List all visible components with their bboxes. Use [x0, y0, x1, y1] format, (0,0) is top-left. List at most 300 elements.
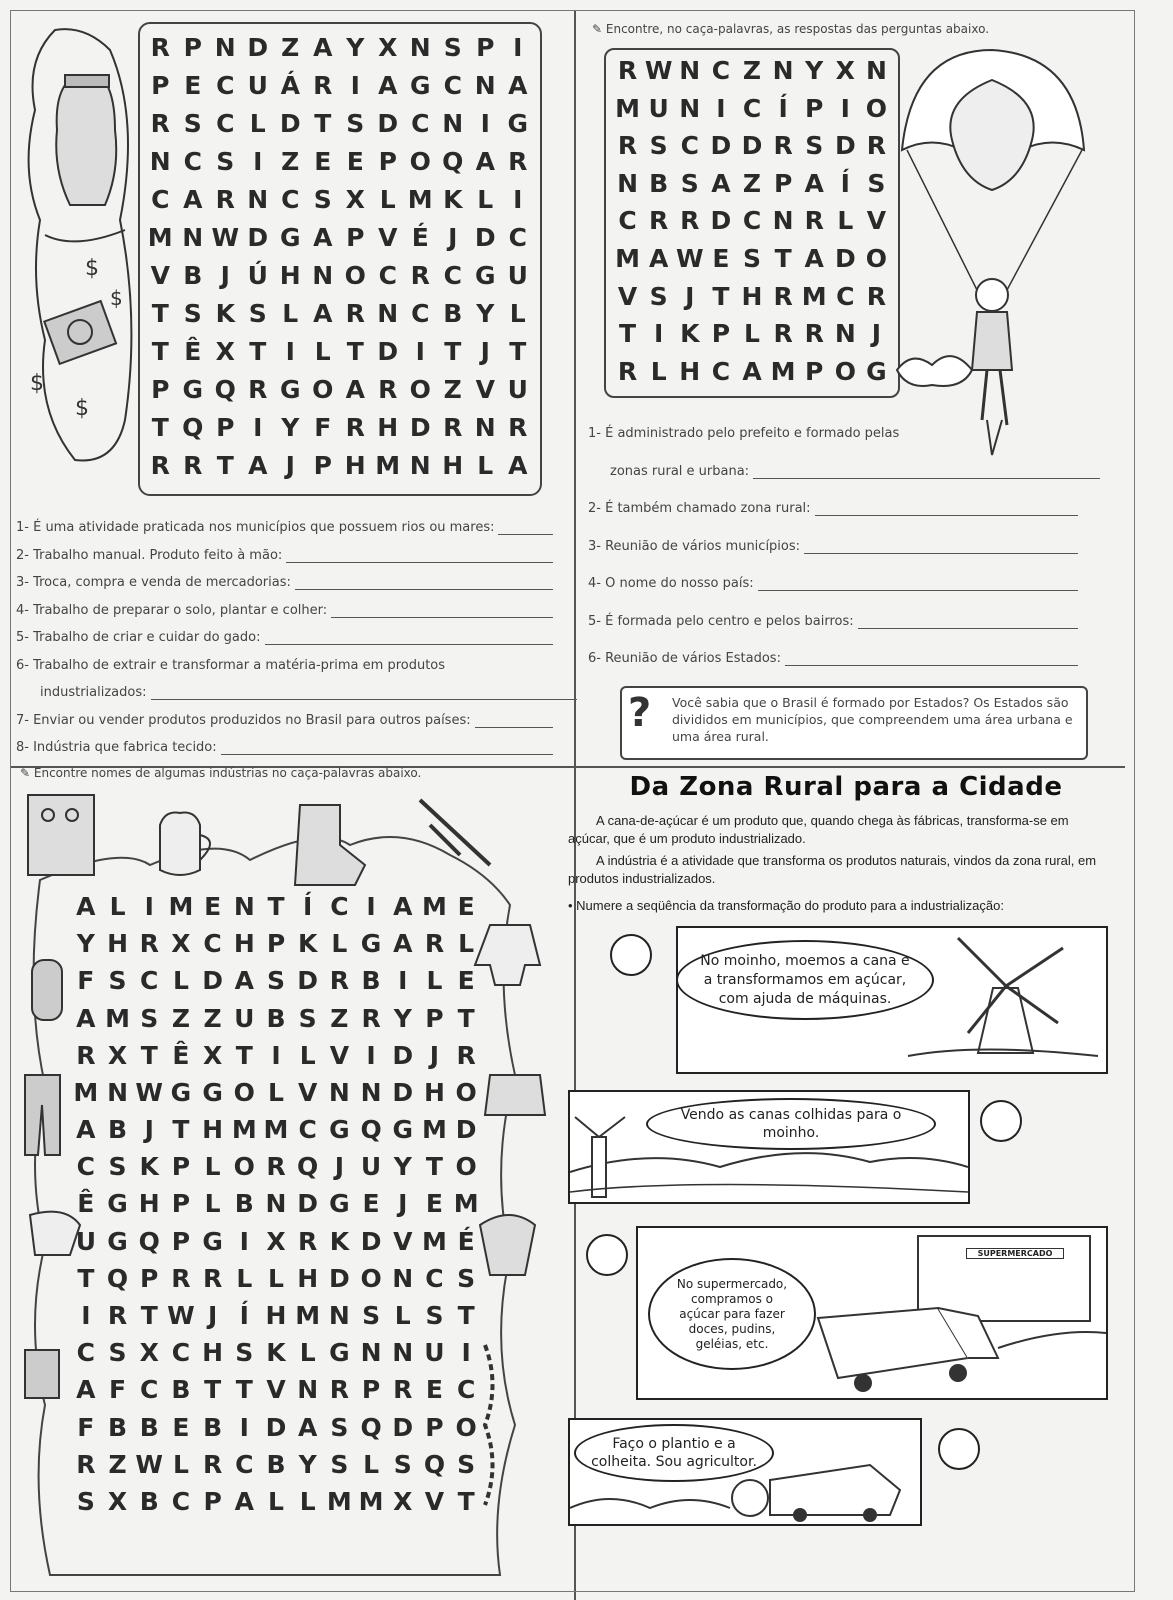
top-right-letter: P [805, 93, 824, 123]
bottom-left-letter: V [266, 1375, 286, 1405]
bottom-left-letter: D [392, 1412, 414, 1442]
top-right-question [610, 464, 1100, 479]
svg-text:$: $ [85, 256, 99, 281]
top-left-letter: C [443, 70, 462, 100]
top-left-answer-line[interactable] [151, 698, 577, 700]
pencil-icon: ✎ [20, 766, 34, 780]
supermarket-sign: SUPERMERCADO [966, 1248, 1064, 1259]
number-circle-1[interactable] [610, 934, 652, 976]
top-right-answer-line[interactable] [815, 514, 1078, 516]
top-left-letter: T [151, 336, 169, 366]
speech-bubble-4 [574, 1424, 774, 1482]
top-left-letter: R [508, 146, 528, 176]
top-right-letter: V [866, 206, 887, 236]
bottom-left-letter: N [328, 1077, 350, 1107]
bottom-left-letter: U [75, 1226, 96, 1256]
top-left-letter: C [183, 146, 202, 176]
top-right-answer-line[interactable] [858, 627, 1078, 629]
top-right-answer-line[interactable] [758, 589, 1078, 591]
top-left-letter: V [475, 374, 495, 404]
top-right-letter: D [710, 131, 732, 161]
did-you-know-text: Você sabia que o Brasil é formado por Estados? Os Estados são divididos em municípios, que compreendem uma área urbana e uma área rural. [672, 695, 1073, 744]
top-right-letter: Í [778, 93, 788, 123]
bottom-left-letter: H [423, 1077, 445, 1107]
bottom-left-letter: G [329, 1189, 350, 1219]
top-left-letter: Z [443, 374, 462, 404]
top-right-letter: C [711, 56, 731, 86]
bottom-left-letter: W [167, 1301, 195, 1331]
bottom-left-letter: T [235, 1375, 253, 1405]
bottom-left-letter: H [202, 1115, 224, 1145]
top-right-letter: A [648, 244, 669, 274]
top-right-answer-line[interactable] [804, 552, 1078, 554]
bottom-left-letter: C [76, 1152, 96, 1182]
top-left-letter: S [346, 108, 365, 138]
bottom-left-letter: A [234, 1486, 254, 1516]
bottom-left-letter: A [298, 1412, 318, 1442]
top-left-letter: P [346, 222, 365, 252]
wordsearch-3-grid [70, 888, 482, 1520]
number-circle-2[interactable] [980, 1100, 1022, 1142]
bottom-left-letter: R [329, 966, 349, 996]
top-left-letter: D [474, 222, 496, 252]
top-left-letter: N [409, 32, 431, 62]
bottom-left-letter: L [236, 1263, 253, 1293]
top-right-letter: R [804, 206, 824, 236]
bottom-left-letter: L [109, 892, 126, 922]
top-left-letter: T [346, 336, 364, 366]
top-right-letter: X [835, 56, 855, 86]
top-left-letter: T [249, 336, 267, 366]
svg-text:$: $ [110, 286, 123, 310]
top-right-question [588, 501, 1078, 516]
top-left-answer-line[interactable] [331, 616, 553, 618]
wordsearch-2-grid [612, 52, 892, 390]
top-left-letter: Y [476, 298, 495, 328]
top-left-letter: S [248, 298, 267, 328]
bottom-left-letter: B [139, 1412, 159, 1442]
top-left-letter: Á [280, 70, 300, 100]
top-left-letter: R [378, 374, 398, 404]
bottom-left-letter: M [263, 1115, 289, 1145]
bottom-left-letter: C [140, 966, 159, 996]
bottom-left-letter: N [392, 1338, 414, 1368]
top-right-letter: W [644, 56, 673, 86]
bottom-left-letter: S [108, 1152, 127, 1182]
bottom-left-letter: B [108, 1412, 128, 1442]
bottom-left-letter: R [139, 929, 159, 959]
bottom-left-letter: D [297, 1189, 319, 1219]
bottom-left-letter: M [105, 1003, 130, 1033]
top-right-letter: O [865, 93, 888, 123]
top-left-letter: P [183, 32, 202, 62]
top-right-letter: M [615, 93, 640, 123]
top-left-question [16, 630, 553, 645]
top-left-letter: G [182, 374, 204, 404]
top-left-letter: T [151, 298, 169, 328]
top-left-question-text: 2- Trabalho manual. Produto feito à mão: [16, 547, 283, 563]
top-right-answer-line[interactable] [753, 477, 1100, 479]
comic-panel-mill [676, 926, 1108, 1074]
bottom-left-letter: Q [138, 1226, 160, 1256]
top-left-letter: A [183, 184, 203, 214]
top-left-letter: M [407, 184, 433, 214]
top-left-letter: X [378, 32, 398, 62]
top-right-letter: S [680, 168, 699, 198]
bottom-left-letter: P [171, 1189, 191, 1219]
bottom-left-letter: G [392, 1115, 414, 1145]
bottom-left-letter: B [203, 1412, 223, 1442]
bottom-left-letter: H [107, 929, 128, 959]
top-left-letter: O [409, 374, 431, 404]
bottom-left-letter: E [457, 892, 475, 922]
bottom-left-letter: L [299, 1040, 316, 1070]
top-left-answer-line[interactable] [498, 533, 553, 535]
top-right-letter: T [774, 244, 792, 274]
bottom-left-letter: S [108, 966, 127, 996]
top-left-answer-line[interactable] [221, 753, 553, 755]
bottom-left-letter: S [76, 1486, 95, 1516]
bottom-left-letter: V [424, 1486, 445, 1516]
bottom-left-letter: P [266, 929, 286, 959]
top-right-question-text: 2- É também chamado zona rural: [588, 501, 811, 516]
top-left-answer-line[interactable] [265, 643, 553, 645]
top-right-letter: A [804, 244, 824, 274]
bottom-left-letter: E [425, 1189, 443, 1219]
top-left-letter: S [183, 108, 202, 138]
top-left-letter: D [279, 108, 301, 138]
top-right-letter: V [617, 281, 638, 311]
bottom-left-letter: A [393, 929, 413, 959]
top-right-letter: R [773, 281, 793, 311]
top-right-letter: R [617, 131, 638, 161]
top-left-question [40, 685, 577, 700]
top-left-question-text: 5- Trabalho de criar e cuidar do gado: [16, 630, 261, 645]
question-mark-icon: ? [628, 690, 652, 736]
bottom-left-letter: K [298, 929, 318, 959]
top-left-letter: L [477, 184, 494, 214]
bottom-left-letter: G [107, 1226, 128, 1256]
speech-text-1: No moinho, moemos a cana e a transformamos em açúcar, com ajuda de máquinas. [700, 952, 910, 1007]
top-left-letter: P [151, 70, 170, 100]
top-left-letter: C [508, 222, 527, 252]
top-left-letter: C [216, 108, 235, 138]
top-right-letter: S [649, 281, 668, 311]
bottom-left-letter: Y [393, 1152, 412, 1182]
top-left-letter: R [150, 108, 170, 138]
top-left-letter: C [281, 184, 300, 214]
top-right-letter: Y [805, 56, 824, 86]
bottom-left-letter: I [398, 966, 408, 996]
top-left-letter: O [312, 374, 334, 404]
top-right-question-text: 3- Reunião de vários municípios: [588, 538, 801, 554]
bottom-left-letter: C [330, 892, 349, 922]
top-left-letter: I [415, 336, 425, 366]
bottom-left-letter: D [265, 1412, 287, 1442]
bottom-left-letter: C [235, 1449, 254, 1479]
bottom-left-letter: F [77, 1412, 95, 1442]
bottom-left-letter: S [457, 1263, 476, 1293]
bottom-left-letter: G [202, 1077, 223, 1107]
bottom-left-letter: E [457, 966, 475, 996]
top-left-letter: C [443, 260, 462, 290]
top-left-letter: D [377, 108, 399, 138]
top-right-letter: O [834, 356, 856, 386]
top-left-letter: N [214, 32, 236, 62]
top-right-letter: T [619, 319, 637, 349]
bottom-left-letter: E [425, 1375, 443, 1405]
top-left-letter: S [183, 298, 202, 328]
bottom-left-letter: C [456, 1375, 476, 1405]
bottom-left-letter: X [202, 1040, 223, 1070]
top-left-letter: M [375, 450, 401, 480]
bottom-left-letter: E [172, 1412, 190, 1442]
top-left-letter: I [480, 108, 490, 138]
top-left-question [16, 713, 553, 728]
top-left-letter: Q [182, 412, 204, 442]
bottom-left-letter: Í [303, 892, 313, 922]
bottom-left-letter: X [107, 1486, 128, 1516]
top-left-letter: B [443, 298, 463, 328]
top-right-letter: D [834, 244, 856, 274]
bottom-left-letter: T [425, 1152, 443, 1182]
bottom-left-letter: R [76, 1449, 96, 1479]
bottom-left-letter: X [393, 1486, 413, 1516]
top-left-answer-line[interactable] [295, 588, 553, 590]
top-right-letter: D [834, 131, 856, 161]
bottom-left-letter: E [204, 892, 222, 922]
top-left-letter: H [442, 450, 464, 480]
bottom-left-letter: J [334, 1152, 345, 1182]
bottom-left-letter: R [456, 1040, 476, 1070]
bottom-left-letter: D [392, 1077, 414, 1107]
bottom-left-letter: L [458, 929, 475, 959]
bottom-left-letter: Z [171, 1003, 190, 1033]
top-right-letter: R [773, 319, 793, 349]
bottom-left-letter: L [299, 1486, 316, 1516]
top-right-letter: P [805, 356, 824, 386]
top-left-letter: I [513, 184, 523, 214]
bottom-left-letter: Y [76, 929, 95, 959]
top-left-letter: A [248, 450, 268, 480]
bottom-left-letter: Q [360, 1115, 382, 1145]
top-right-letter: A [804, 168, 824, 198]
top-right-letter: N [617, 168, 639, 198]
bottom-left-letter: Ê [172, 1040, 190, 1070]
top-left-letter: R [345, 298, 365, 328]
bottom-left-letter: K [329, 1226, 350, 1256]
top-right-letter: C [711, 356, 731, 386]
bottom-left-letter: P [203, 1486, 222, 1516]
bottom-left-letter: Z [108, 1449, 127, 1479]
top-left-letter: S [216, 146, 235, 176]
top-left-letter: R [508, 412, 528, 442]
top-right-letter: N [772, 56, 794, 86]
top-right-letter: M [801, 281, 827, 311]
top-left-letter: P [151, 374, 170, 404]
top-left-letter: K [215, 298, 235, 328]
bottom-left-letter: A [234, 966, 254, 996]
top-right-letter: I [716, 93, 726, 123]
top-left-letter: C [411, 108, 430, 138]
bottom-left-letter: R [202, 1263, 223, 1293]
top-right-letter: C [618, 206, 637, 236]
bottom-left-letter: Q [106, 1263, 129, 1293]
top-left-letter: T [509, 336, 527, 366]
bottom-left-letter: B [139, 1486, 159, 1516]
top-left-letter: L [477, 450, 494, 480]
bottom-left-letter: T [140, 1040, 158, 1070]
top-left-letter: A [378, 70, 398, 100]
speech-bubble-2 [646, 1098, 936, 1150]
bottom-left-letter: S [457, 1449, 476, 1479]
bottom-left-letter: O [360, 1263, 382, 1293]
bottom-left-letter: P [361, 1375, 381, 1405]
comic-panel-supermarket [636, 1226, 1108, 1400]
top-left-letter: P [378, 146, 397, 176]
top-left-letter: E [314, 146, 332, 176]
top-left-letter: Z [281, 146, 300, 176]
top-left-letter: R [410, 260, 430, 290]
bottom-left-letter: Q [423, 1449, 446, 1479]
top-left-letter: Y [281, 412, 300, 442]
bottom-left-letter: J [207, 1301, 218, 1331]
top-left-letter: N [247, 184, 269, 214]
top-left-letter: U [507, 374, 528, 404]
top-right-letter: R [866, 281, 887, 311]
top-right-answer-line[interactable] [785, 664, 1078, 666]
bottom-left-letter: N [233, 892, 255, 922]
bottom-left-letter: D [360, 1226, 382, 1256]
svg-text:$: $ [30, 371, 44, 396]
bottom-left-letter: N [392, 1263, 414, 1293]
bottom-left-letter: R [361, 1003, 381, 1033]
bottom-left-letter: T [235, 1040, 253, 1070]
intro-paragraph-2: A indústria é a atividade que transforma os produtos naturais, vindos da zona rural, em produtos industrializados. [568, 853, 1097, 886]
top-left-letter: A [475, 146, 495, 176]
bottom-left-letter: G [170, 1077, 192, 1107]
top-left-answer-line[interactable] [286, 561, 553, 563]
top-left-question [16, 603, 553, 618]
top-right-letter: R [866, 131, 887, 161]
top-left-letter: V [378, 222, 398, 252]
top-left-letter: I [285, 336, 295, 366]
top-left-letter: C [216, 70, 235, 100]
top-right-letter: M [615, 244, 640, 274]
bottom-left-letter: X [266, 1226, 286, 1256]
top-left-letter: M [147, 222, 173, 252]
top-left-letter: J [220, 260, 230, 290]
top-right-letter: H [741, 281, 763, 311]
bottom-left-letter: Í [239, 1301, 249, 1331]
top-right-question [588, 651, 1078, 666]
top-right-letter: N [834, 319, 856, 349]
bottom-left-letter: B [234, 1189, 254, 1219]
bottom-left-letter: F [77, 966, 95, 996]
bottom-left-letter: A [76, 1003, 96, 1033]
wordsearch-1-grid [144, 28, 534, 484]
bottom-left-letter: L [426, 966, 443, 996]
top-left-letter: I [253, 412, 263, 442]
top-right-letter: R [773, 131, 793, 161]
bottom-left-letter: J [144, 1115, 154, 1145]
top-left-question-text: 4- Trabalho de preparar o solo, plantar e colher: [16, 602, 328, 618]
top-right-letter: S [867, 168, 886, 198]
top-right-letter: A [711, 168, 731, 198]
bottom-left-letter: T [140, 1301, 158, 1331]
top-left-letter: X [215, 336, 235, 366]
top-right-letter: E [712, 244, 730, 274]
top-left-letter: N [409, 450, 431, 480]
bottom-left-letter: O [233, 1152, 255, 1182]
bottom-left-letter: L [299, 1338, 316, 1368]
top-left-letter: P [313, 450, 332, 480]
top-right-letter: M [770, 356, 796, 386]
top-right-question-text: 4- O nome do nosso país: [588, 576, 754, 591]
top-left-letter: Q [214, 374, 236, 404]
top-left-letter: R [215, 184, 235, 214]
bottom-left-letter: J [429, 1040, 440, 1070]
top-right-letter: W [675, 244, 704, 274]
bottom-left-letter: L [268, 1486, 284, 1516]
bottom-left-letter: R [329, 1375, 349, 1405]
bottom-left-letter: R [424, 929, 445, 959]
comic-panel-harvest [568, 1418, 922, 1526]
number-circle-4[interactable] [938, 1428, 980, 1470]
bottom-left-letter: D [455, 1115, 477, 1145]
bottom-left-letter: T [172, 1115, 190, 1145]
top-left-letter: Y [346, 32, 365, 62]
top-left-question [16, 575, 553, 590]
bottom-left-letter: R [202, 1449, 223, 1479]
intro-paragraph-1: A cana-de-açúcar é um produto que, quando chega às fábricas, transforma-se em açúcar, que é um produto industrializado. [568, 813, 1069, 846]
top-left-question [16, 548, 553, 563]
speech-bubble-1 [676, 940, 934, 1020]
bottom-left-letter: T [77, 1263, 95, 1293]
parachute-illustration [892, 40, 1092, 480]
top-left-letter: J [480, 336, 490, 366]
bottom-left-letter: R [266, 1152, 286, 1182]
number-circle-3[interactable] [586, 1234, 628, 1276]
top-left-letter: R [248, 374, 268, 404]
bottom-left-letter: W [135, 1449, 163, 1479]
bottom-left-letter: X [107, 1040, 128, 1070]
speech-text-4: Faço o plantio e a colheita. Sou agricultor. [591, 1436, 757, 1470]
top-right-question-text: 1- É administrado pelo prefeito e formado pelas [588, 426, 900, 441]
top-right-letter: N [679, 56, 701, 86]
bottom-left-letter: V [393, 1226, 413, 1256]
top-left-question-text: 1- É uma atividade praticada nos municípios que possuem rios ou mares: [16, 520, 495, 535]
top-right-letter: Z [742, 56, 762, 86]
top-left-question [16, 520, 553, 535]
bottom-left-letter: O [455, 1412, 477, 1442]
top-left-letter: L [379, 184, 396, 214]
top-left-letter: S [443, 32, 462, 62]
bottom-left-letter: O [455, 1152, 477, 1182]
top-left-answer-line[interactable] [475, 726, 553, 728]
bottom-left-letter: P [425, 1003, 444, 1033]
top-right-letter: Í [840, 168, 850, 198]
top-left-letter: N [182, 222, 204, 252]
top-right-letter: H [679, 356, 701, 386]
bottom-left-letter: N [265, 1189, 287, 1219]
top-left-letter: X [345, 184, 365, 214]
bottom-left-letter: O [233, 1077, 255, 1107]
top-left-letter: C [411, 298, 430, 328]
bottom-left-letter: B [266, 1449, 286, 1479]
bottom-left-letter: U [424, 1338, 445, 1368]
top-left-letter: S [313, 184, 332, 214]
